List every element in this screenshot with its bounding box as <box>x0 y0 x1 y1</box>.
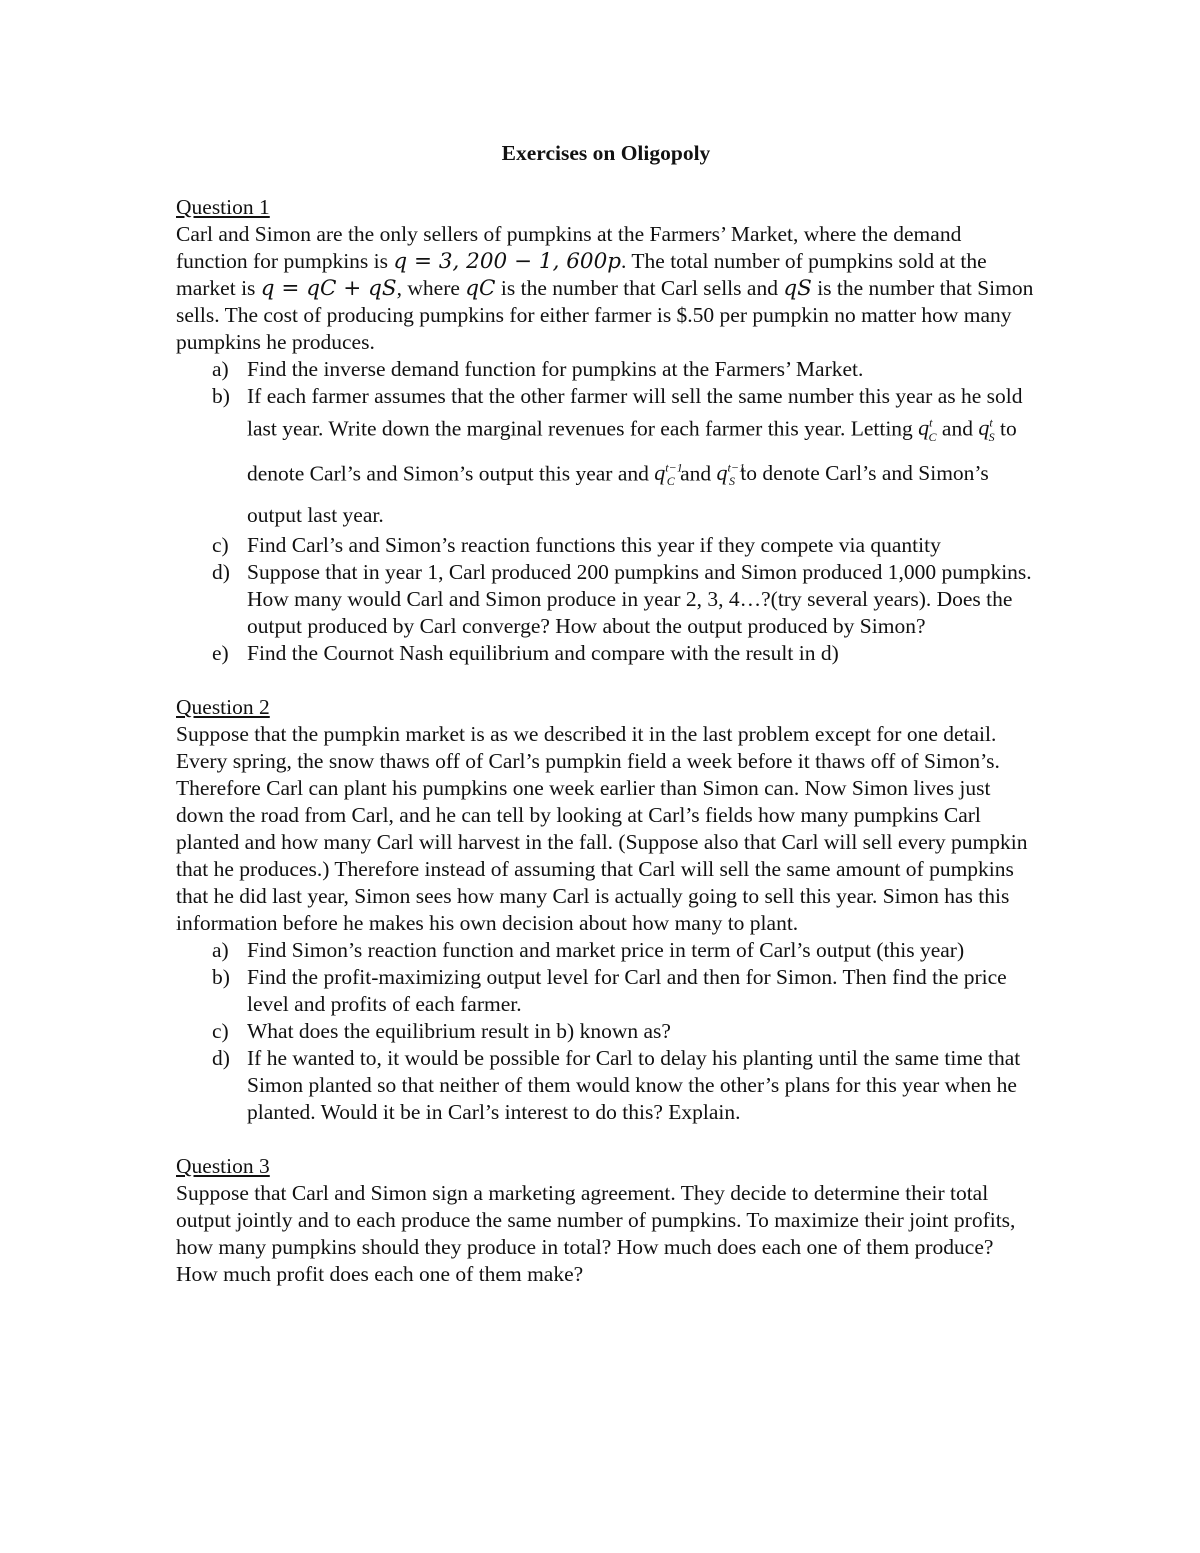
q1-part-c <box>176 532 1036 559</box>
q1-part-b <box>176 383 1036 532</box>
demand-function: q = 3, 200 − 1, 600p <box>393 249 622 274</box>
part-label: d) <box>212 560 230 585</box>
question-1-parts <box>176 356 1036 667</box>
question-1-intro <box>176 221 1036 356</box>
part-label: a) <box>212 938 229 963</box>
question-1 <box>176 194 1036 667</box>
q1-intro-text-3: , where <box>396 276 466 300</box>
q1-intro-text-5: is the number that Simon sells. The cost of producing pumpkins for either farmer is $.50 per pumpkin no matter how many pumpkins he produces. <box>176 276 1034 354</box>
question-2-intro: Suppose that the pumpkin market is as we described it in the last problem except for one detail. Every spring, the snow thaws off of Carl’s pumpkin field a week before it thaws off of Simon’s. Therefore Carl can plant his pumpkins one week earlier than Simon can. Now Simon lives just down the road from Carl, and he can tell by looking at Carl’s fields how many pumpkins Carl planted and how many Carl will harvest in the fall. (Suppose also that Carl will sell every pumpkin that he produces.) Therefore instead of assuming that Carl will sell the same amount of pumpkins that he did last year, Simon sees how many Carl is actually going to sell this year. Simon has this information before he makes his own decision about how many to plant. <box>176 722 1028 936</box>
q1-intro-text-2: . The total number of pumpkins sold at the market is <box>176 249 987 300</box>
part-text: Suppose that in year 1, Carl produced 200 pumpkins and Simon produced 1,000 pumpkins. How many would Carl and Simon produce in year 2, 3, 4…?(try several years). Does the output produced by Carl converge? How about the output produced by Simon? <box>247 560 1032 639</box>
simon-quantity-symbol: qS <box>783 276 812 301</box>
part-label: c) <box>212 1019 229 1044</box>
document-title: Exercises on Oligopoly <box>501 141 711 165</box>
part-label: c) <box>212 533 229 558</box>
q2-part-d <box>176 1045 1036 1126</box>
q1-intro-text-1: Carl and Simon are the only sellers of pumpkins at the Farmers’ Market, where the demand function for pumpkins is <box>176 222 962 273</box>
part-label: b) <box>212 384 230 408</box>
part-text: Find Carl’s and Simon’s reaction functions this year if they compete via quantity <box>247 533 941 558</box>
q2-part-b <box>176 964 1036 1018</box>
part-text: If each farmer assumes that the other farmer will sell the same number this year as he sold last year. Write down the marginal revenues for each farmer this year. Letting <box>247 384 1023 441</box>
part-text: Find the profit-maximizing output level for Carl and then for Simon. Then find the price level and profits of each farmer. <box>247 965 1007 1017</box>
part-text: Find Simon’s reaction function and market price in term of Carl’s output (this year) <box>247 938 965 963</box>
and-word: and <box>680 461 712 486</box>
question-2 <box>176 694 1036 1126</box>
part-label: a) <box>212 357 229 381</box>
question-2-parts <box>176 937 1036 1126</box>
carl-output-this-year-symbol: $q^t_C$ <box>918 415 937 444</box>
carl-quantity-symbol: qC <box>465 276 496 301</box>
simon-output-last-year-symbol: $q^{t-1}_S$ <box>716 460 745 489</box>
part-label: d) <box>212 1046 230 1071</box>
q2-part-a <box>176 937 1036 964</box>
question-1-heading: Question 1 <box>176 195 270 219</box>
document-page <box>176 140 1036 1315</box>
q1-part-a <box>176 356 1036 383</box>
part-label: b) <box>212 965 230 990</box>
part-text: Find the inverse demand function for pumpkins at the Farmers’ Market. <box>247 357 864 381</box>
part-text: to denote Carl’s and Simon’s output this year and <box>247 416 1017 486</box>
q1-intro-text-4: is the number that Carl sells and <box>495 276 784 300</box>
total-quantity: q = qC + qS <box>260 276 397 301</box>
part-label: e) <box>212 641 229 666</box>
question-3 <box>176 1153 1036 1288</box>
question-2-heading: Question 2 <box>176 695 270 720</box>
q2-part-c <box>176 1018 1036 1045</box>
carl-output-last-year-symbol: $q^{t-1}_C$ <box>654 460 683 489</box>
part-text: Find the Cournot Nash equilibrium and compare with the result in d) <box>247 641 839 666</box>
question-3-heading: Question 3 <box>176 1154 270 1179</box>
part-text: What does the equilibrium result in b) known as? <box>247 1019 671 1044</box>
simon-output-this-year-symbol: $q^t_S$ <box>978 415 995 444</box>
part-text: If he wanted to, it would be possible for Carl to delay his planting until the same time that Simon planted so that neither of them would know the other’s plans for this year when he planted. Would it be in Carl’s interest to do this? Explain. <box>247 1046 1021 1125</box>
question-3-text: Suppose that Carl and Simon sign a marketing agreement. They decide to determine their total output jointly and to each produce the same number of pumpkins. To maximize their joint profits, how many pumpkins should they produce in total? How much does each one of them produce? How much profit does each one of them make? <box>176 1181 1016 1287</box>
q1-part-d <box>176 559 1036 640</box>
q1-part-e <box>176 640 1036 667</box>
and-word: and <box>941 416 973 441</box>
part-text: to denote Carl’s and Simon’s output last year. <box>247 461 989 528</box>
